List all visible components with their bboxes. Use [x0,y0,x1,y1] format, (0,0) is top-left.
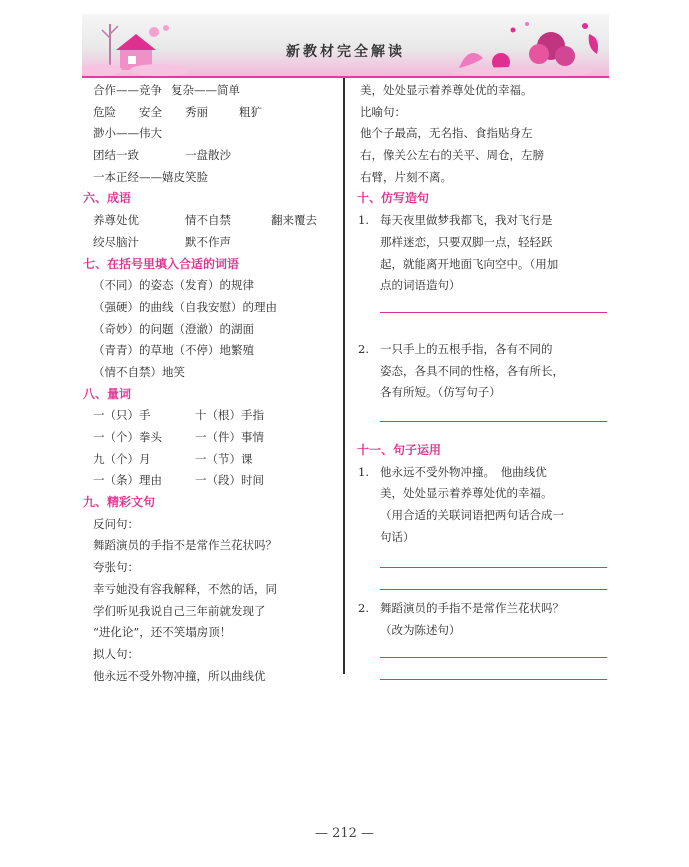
question-line: （改为陈述句） [380,623,461,638]
sentence-line: 反问句： [93,516,139,531]
column-divider [343,78,345,674]
antonym-word: 团结一致 [93,148,139,163]
question-line: 姿态，各具不同的性格，各有所长， [380,363,564,378]
section-heading: 六、成语 [83,191,132,206]
fill-row: （强硬）的曲线（自我安慰）的理由 [93,299,277,314]
section-heading: 九、精彩文句 [83,495,156,510]
idiom: 默不作声 [185,234,231,249]
idiom: 翻来覆去 [271,213,317,228]
question-line: （用合适的关联词语把两句话合成一 [380,508,564,522]
sentence-line: 右臂，片刻不离。 [360,169,452,184]
sentence-line: 学们听见我说自己三年前就发现了 [93,603,266,618]
question-line: 句话） [380,529,415,544]
question-line: 点的词语造句） [380,278,461,293]
page-number: — 212 — [314,826,375,841]
sentence-line: 幸亏她没有容我解释，不然的话，同 [93,581,277,596]
measure-word: 一（节）课 [195,451,253,466]
section-heading: 七、在括号里填入合适的词语 [83,256,240,271]
sentence-line: 拟人句： [93,646,139,661]
antonym-word: 秀丽 [185,104,208,119]
sentence-line: 舞蹈演员的手指不是常作兰花状吗？ [93,538,277,553]
measure-word: 一（个）拳头 [93,430,162,444]
sentence-line: 他个子最高，无名指、食指贴身左 [360,126,533,141]
measure-word: 九（个）月 [93,451,151,466]
antonym-word: 一盘散沙 [185,148,231,163]
antonym-word: 安全 [139,104,162,119]
measure-word: 一（件）事情 [195,430,264,444]
exercise-question [360,462,610,549]
question-line: 美，处处显示着养尊处优的幸福。 [380,486,553,501]
question-line: 起，就能离开地面飞向空中。（用加 [380,256,559,271]
question-line: 他永远不受外物冲撞。 他曲线优 [380,464,547,479]
question-line: 各有所短。（仿写句子） [380,385,501,400]
sentence-line: 比喻句： [360,104,406,119]
antonym-row [93,80,333,102]
antonym-row [93,145,333,167]
idiom-row [93,232,333,254]
measure-word-row [93,427,333,449]
antonym-pair: 一本正经——嬉皮笑脸 [93,169,208,184]
antonym-pair: 复杂——简单 [171,83,240,97]
section-heading: 十、仿写造句 [357,191,430,206]
header-title: 新教材完全解读 [286,44,405,60]
exercise-question [360,339,610,404]
section-heading: 八、量词 [83,386,132,401]
antonym-row [93,123,333,145]
fill-row: （奇妙）的问题（澄澈）的湖面 [93,321,254,336]
question-line: 每天夜里做梦我都飞，我对飞行是 [380,213,553,228]
idiom: 情不自禁 [185,213,231,228]
measure-word: 一（条）理由 [93,473,162,488]
measure-word: 十（根）手指 [195,408,264,423]
measure-word: 一（只）手 [93,408,151,423]
antonym-word: 危险 [93,104,116,119]
idiom: 绞尽脑汁 [93,234,139,249]
header-banner [82,14,609,78]
exercise-question [360,210,610,297]
measure-word-row [93,405,333,427]
antonym-pair: 渺小——伟大 [93,126,162,141]
question-number: 2. [358,341,369,356]
question-number: 1. [358,213,369,228]
measure-word-row [93,449,333,471]
sentence-line: 美，处处显示着养尊处优的幸福。 [360,83,533,97]
fill-row: （情不自禁）地笑 [93,364,185,379]
question-number: 1. [358,464,369,479]
question-line: 舞蹈演员的手指不是常作兰花状吗？ [380,601,564,616]
exercise-question [360,598,610,641]
measure-word-row [93,470,333,492]
antonym-row [93,102,333,124]
antonym-pair: 合作——竞争 [93,83,162,97]
measure-word: 一（段）时间 [195,473,264,488]
idiom-row [93,210,333,232]
antonym-row [93,167,333,189]
question-line: 那样迷恋，只要双脚一点，轻轻跃 [380,234,553,249]
answer-line[interactable] [380,678,607,680]
fill-row: （不同）的姿态（发育）的规律 [93,278,254,293]
antonym-word: 粗犷 [239,104,262,119]
question-line: 一只手上的五根手指，各有不同的 [380,341,553,356]
left-column [83,80,333,687]
question-number: 2. [358,601,369,616]
right-column [357,80,610,680]
sentence-line: 右，像关公左右的关平、周仓，左膀 [360,148,544,163]
sentence-line: “进化论”，还不笑塌房顶！ [93,625,232,640]
sentence-line: 他永远不受外物冲撞，所以曲线优 [93,668,266,683]
sentence-line: 夸张句： [93,560,139,575]
section-heading: 十一、句子运用 [357,442,442,457]
fill-row: （青青）的草地（不停）地繁殖 [93,343,254,358]
idiom: 养尊处优 [93,213,139,228]
